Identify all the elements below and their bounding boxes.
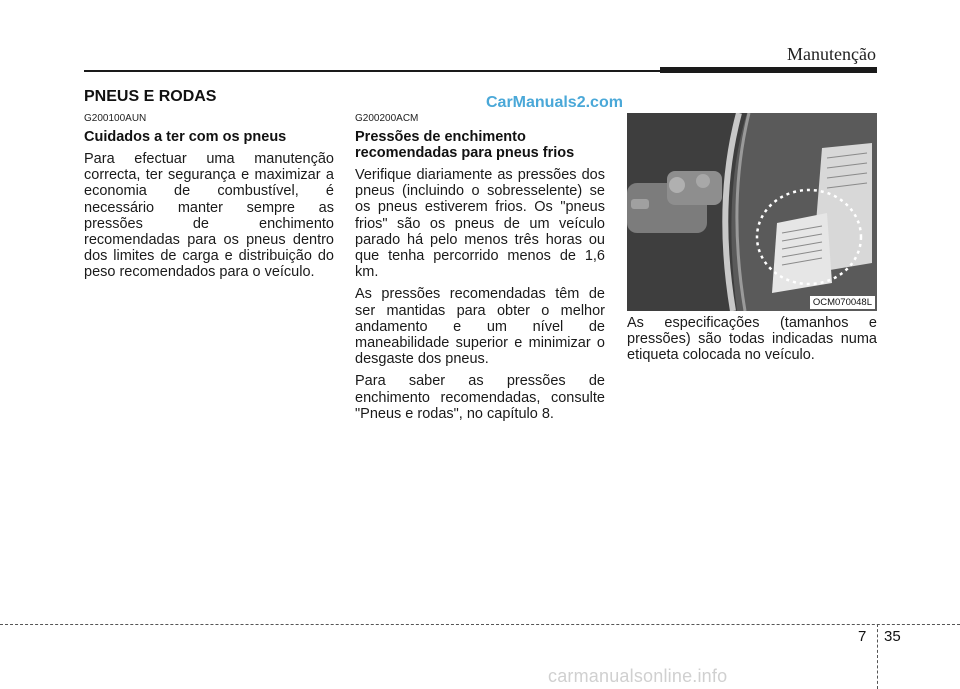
- section-code: G200100AUN: [84, 113, 147, 124]
- footer-vertical-divider: [877, 624, 878, 689]
- chapter-number: 7: [858, 628, 867, 645]
- paragraph: Para saber as pressões de enchimento recomendadas, consulte "Pneus e rodas", no capítulo 8.: [355, 373, 605, 422]
- paragraph: As especificações (tamanhos e pressões) são todas indicadas numa etiqueta colocada no veículo.: [627, 315, 877, 364]
- header-rule-thin: [84, 70, 660, 72]
- subheading: Pressões de enchimento recomendadas para pneus frios: [355, 129, 575, 161]
- tire-label-photo: [627, 113, 877, 311]
- page-number: 35: [884, 628, 901, 645]
- paragraph: Verifique diariamente as pressões dos pneus (incluindo o sobresselente) se os pneus estiverem frios. Os "pneus frios" são os pneus de um veículo parado há pelo menos três horas ou que tenha percorrido menos de 1,6 km.: [355, 167, 605, 281]
- footer-divider: [0, 624, 960, 625]
- header-rule-thick: [660, 67, 877, 73]
- header-title: Manutenção: [787, 44, 876, 64]
- column-1: [84, 113, 334, 287]
- section-code: G200200ACM: [355, 113, 419, 124]
- door-pillar-illustration: [627, 113, 877, 311]
- paragraph: Para efectuar uma manutenção correcta, ter segurança e maximizar a economia de combustível, é necessário manter sempre as pressões de enchimento recomendadas para os pneus dentro dos limites de carga e distribuição do peso recomendados para o veículo.: [84, 151, 334, 281]
- paragraph: As pressões recomendadas têm de ser mantidas para obter o melhor andamento e um nível de maneabilidade superior e minimizar o desgaste dos pneus.: [355, 286, 605, 368]
- photo-label: OCM070048L: [810, 296, 875, 309]
- column-3: [627, 113, 877, 370]
- watermark-top: CarManuals2.com: [486, 94, 623, 111]
- column-2: [355, 113, 605, 428]
- watermark-bottom: carmanualsonline.info: [548, 666, 728, 686]
- section-title: PNEUS E RODAS: [84, 88, 217, 105]
- subheading: Cuidados a ter com os pneus: [84, 129, 287, 145]
